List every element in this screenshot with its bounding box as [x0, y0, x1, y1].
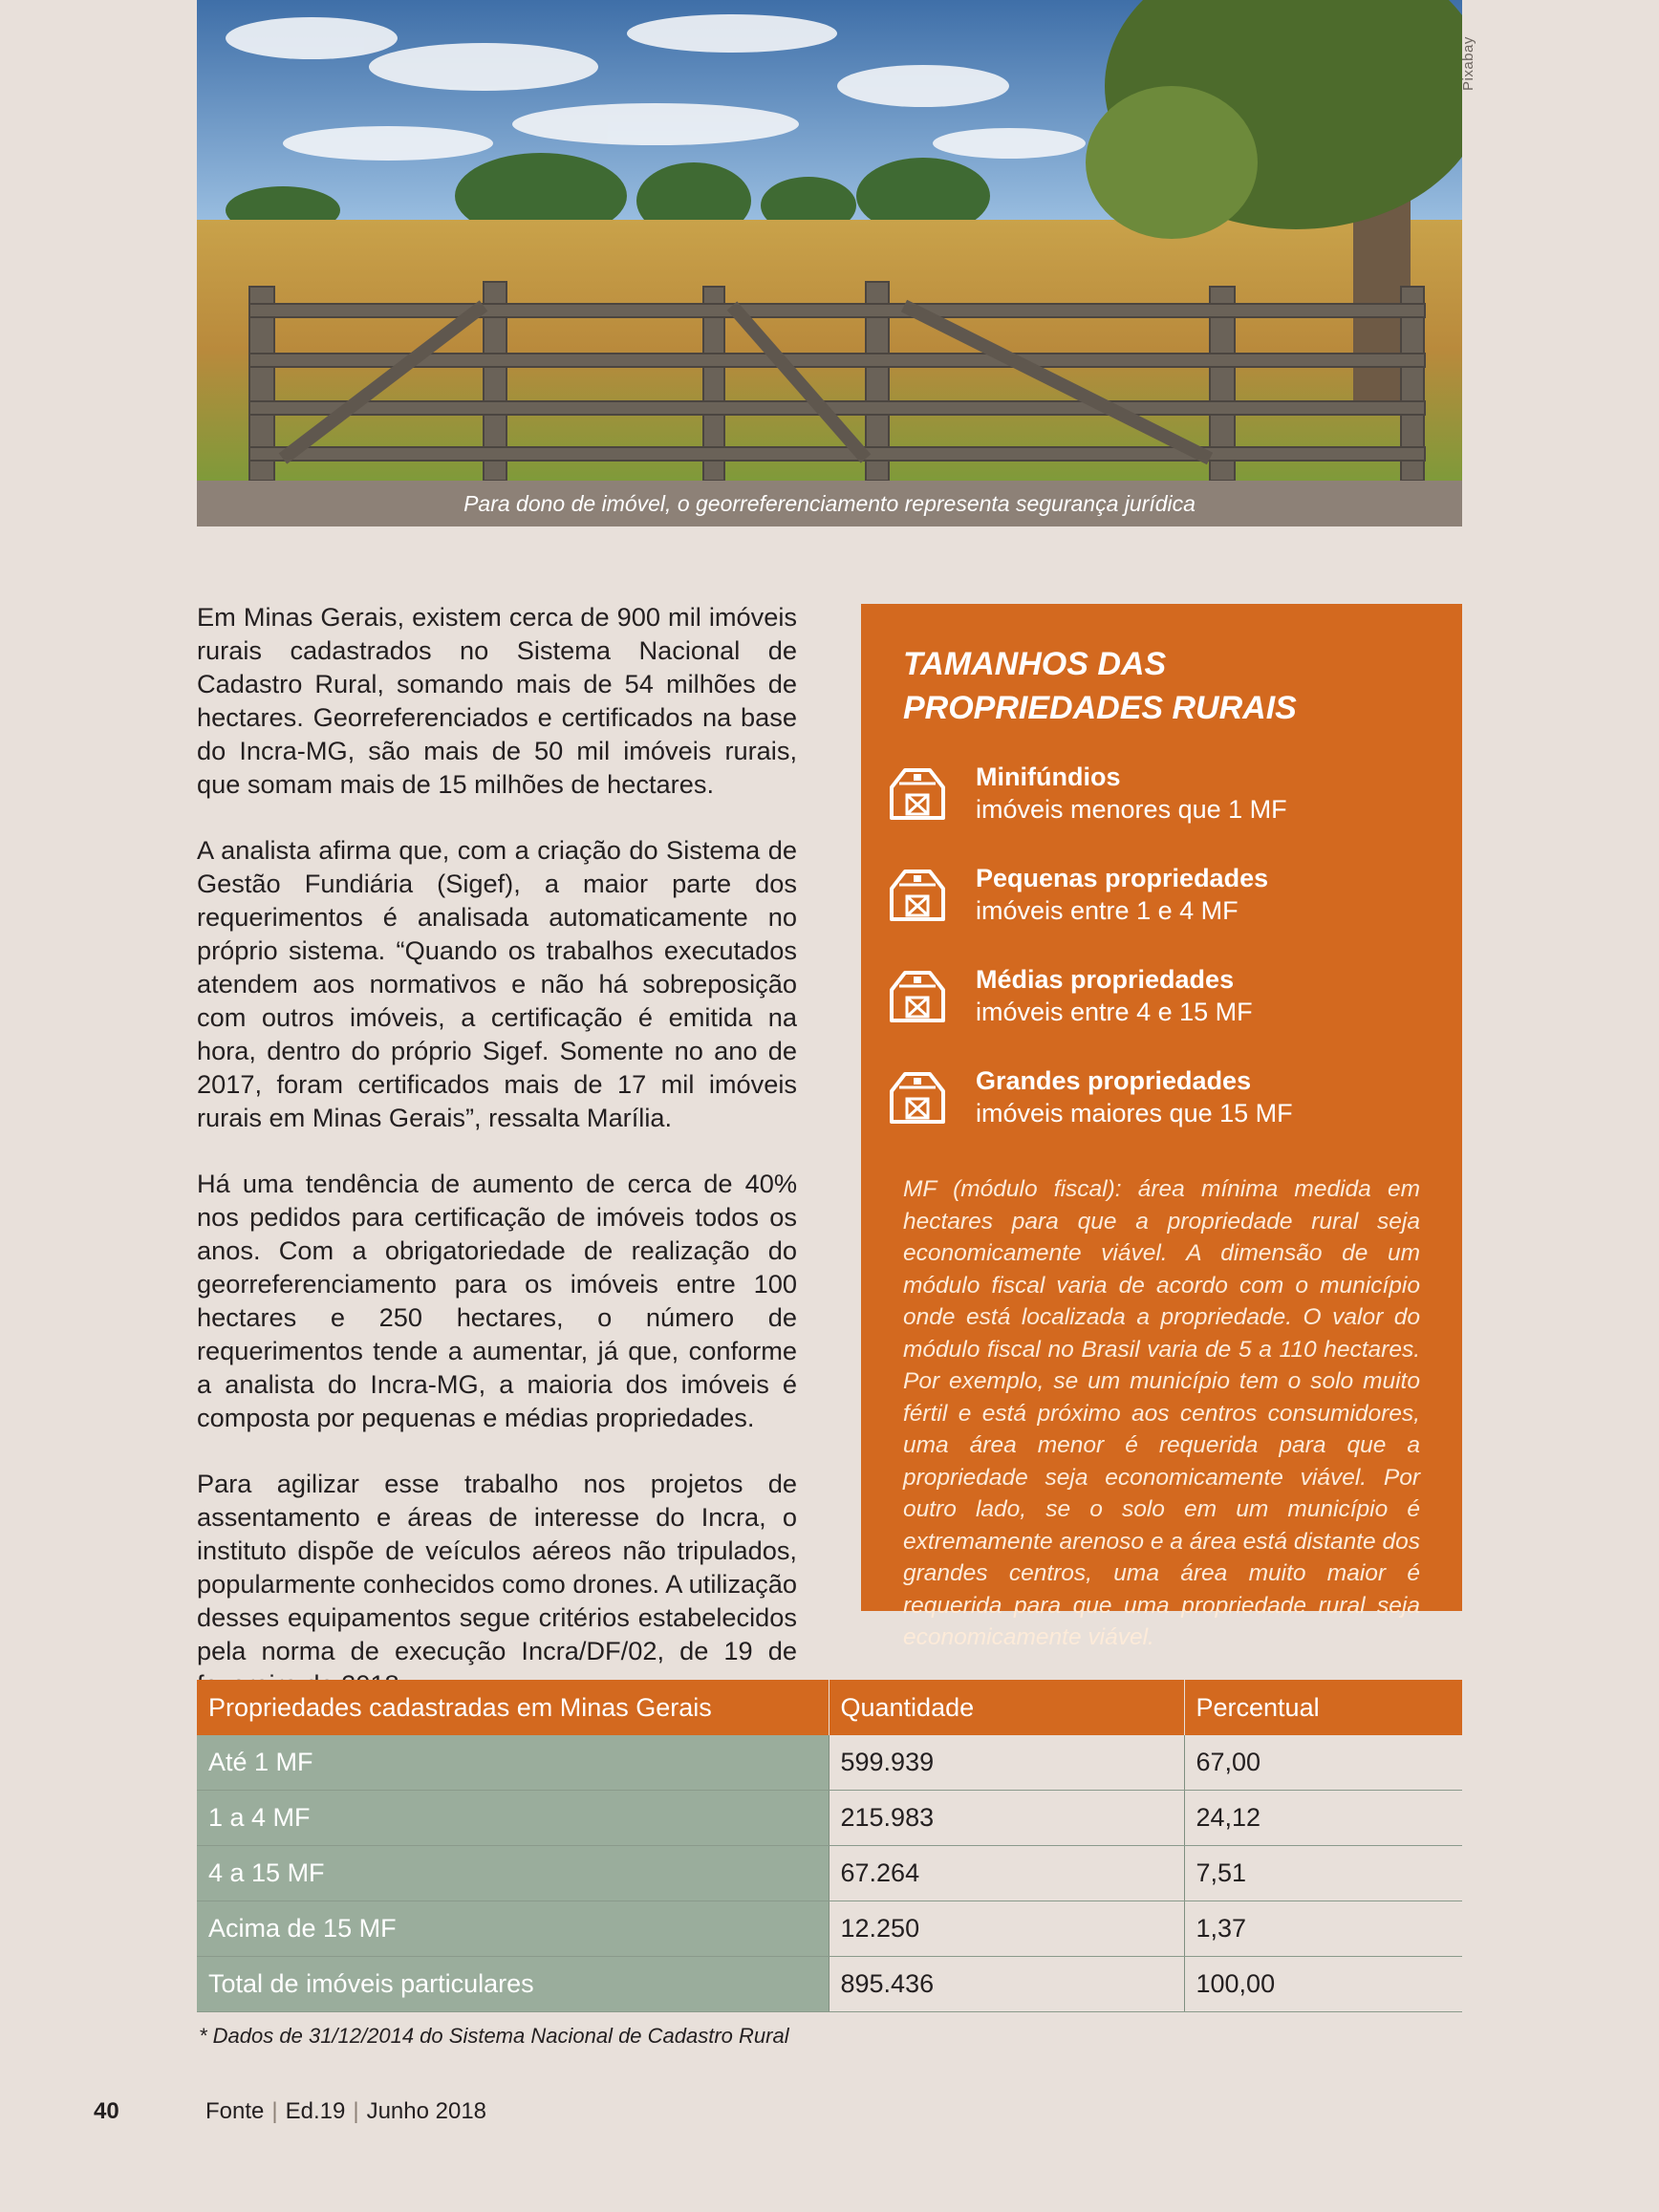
size-name: Pequenas propriedades	[976, 864, 1269, 892]
table-row	[197, 1735, 1462, 1791]
table-row	[197, 1791, 1462, 1846]
table-row-total	[197, 1957, 1462, 2012]
row-label: Acima de 15 MF	[197, 1901, 829, 1957]
article-paragraph: Há uma tendência de aumento de cerca de 40% nos pedidos para certificação de imóveis todos os anos. Com a obrigatoriedade de realização do georreferenciamento para os imóveis entre 100 hectares e 250 hectares, o número de requerimentos tende a aumentar, já que, conforme a analista do Incra-MG, a maioria dos imóveis é composta por pequenas e médias propriedades.	[197, 1169, 797, 1432]
size-item-medias	[903, 963, 1420, 1064]
publication-name: Fonte	[205, 2098, 265, 2124]
size-name: Grandes propriedades	[976, 1066, 1252, 1095]
size-desc: imóveis entre 4 e 15 MF	[976, 998, 1253, 1026]
article-paragraph: Para agilizar esse trabalho nos projetos de assentamento e áreas de interesse do Incra, o instituto dispõe de veículos aéreos não tripulados, popularmente conhecidos como drones. A utilização desses equipamentos segue critérios estabelecidos pela norma de execução Incra/DF/02, de 19 de	[197, 1469, 797, 1665]
row-label: Até 1 MF	[197, 1735, 829, 1791]
row-label: 1 a 4 MF	[197, 1791, 829, 1846]
quantity-cell: 12.250	[829, 1901, 1184, 1957]
column-header: Percentual	[1184, 1680, 1462, 1735]
article-paragraph: Em Minas Gerais, existem cerca de 900 mil imóveis rurais cadastrados no Sistema Nacional de Cadastro Rural, somando mais de 54 milhões de hectares. Georreferenciados e certificados na base do Incra-MG, são mais de 50 mil imóveis rurais, que somam mais de 15 milhões de hectares.	[197, 602, 797, 799]
size-desc: imóveis entre 1 e 4 MF	[976, 896, 1239, 925]
publication-footer	[205, 2098, 486, 2125]
quantity-cell: 895.436	[829, 1957, 1184, 2012]
property-sizes-sidebar	[861, 604, 1462, 1650]
page-number: 40	[94, 2098, 119, 2124]
size-item-pequenas	[903, 862, 1420, 963]
row-label: Total de imóveis particulares	[197, 1957, 829, 2012]
sidebar-title-line-2: PROPRIEDADES RURAIS	[903, 690, 1297, 726]
size-name: Médias propriedades	[976, 965, 1235, 994]
hero-photo	[197, 0, 1462, 481]
table-header-row	[197, 1680, 1462, 1735]
row-label: 4 a 15 MF	[197, 1846, 829, 1901]
quantity-cell: 215.983	[829, 1791, 1184, 1846]
size-desc: imóveis maiores que 15 MF	[976, 1099, 1293, 1127]
table-footnote: * Dados de 31/12/2014 do Sistema Nacional de Cadastro Rural	[199, 2024, 789, 2048]
article-paragraph: A analista afirma que, com a criação do Sistema de Gestão Fundiária (Sigef), a maior parte dos requerimentos é analisada automaticamente no próprio sistema. “Quando os trabalhos executados atendem aos normativos e não há sobreposição com outros imóveis, a certificação é emitida na hora, dentro do próprio Sigef. Somente no ano de 2017, foram certificados mais de 17 mil imóveis rurais em Minas Gerais”, ressalta Marília.	[197, 835, 797, 1132]
percent-cell: 1,37	[1184, 1901, 1462, 1957]
module-fiscal-note: MF (módulo fiscal): área mínima medida em hectares para que a propriedade rural seja economicamente viável. A dimensão de um módulo fiscal varia de acordo com o município onde está localizada a propriedade. O valor do módulo fiscal no Brasil varia de 5 a 110 hectares. Por exemplo, se um município tem o solo muito fértil e está próximo aos centros consumidores, uma área menor é requerida para que a propriedade seja economicamente viável. Por outro lado, se o solo em um município é extremamente arenoso e a área está distante dos grandes centros, uma área muito maior é requerida para que uma propriedade rural seja economicamente viável.	[903, 1176, 1420, 1650]
column-header: Propriedades cadastradas em Minas Gerais	[197, 1680, 829, 1735]
farm-fence-image	[197, 0, 1462, 481]
percent-cell: 100,00	[1184, 1957, 1462, 2012]
barn-icon	[886, 762, 949, 822]
edition: Ed.19	[285, 2098, 346, 2124]
size-item-minifundios	[903, 761, 1420, 862]
barn-icon	[886, 1066, 949, 1126]
sidebar-title-line-1: TAMANHOS DAS	[903, 646, 1167, 682]
size-desc: imóveis menores que 1 MF	[976, 795, 1287, 824]
properties-table	[197, 1680, 1462, 2012]
sidebar-title	[903, 642, 1420, 730]
percent-cell: 67,00	[1184, 1735, 1462, 1791]
photo-credit: Pixabay	[1460, 36, 1476, 91]
barn-icon	[886, 965, 949, 1024]
barn-icon	[886, 864, 949, 923]
percent-cell: 24,12	[1184, 1791, 1462, 1846]
table-row	[197, 1901, 1462, 1957]
footer-separator: |	[271, 2098, 278, 2124]
article-body	[197, 600, 797, 1733]
size-item-grandes	[903, 1064, 1420, 1166]
percent-cell: 7,51	[1184, 1846, 1462, 1901]
table-row	[197, 1846, 1462, 1901]
quantity-cell: 599.939	[829, 1735, 1184, 1791]
photo-caption: Para dono de imóvel, o georreferenciamento representa segurança jurídica	[197, 481, 1462, 526]
issue-date: Junho 2018	[366, 2098, 487, 2124]
quantity-cell: 67.264	[829, 1846, 1184, 1901]
footer-separator: |	[353, 2098, 359, 2124]
size-name: Minifúndios	[976, 762, 1121, 791]
column-header: Quantidade	[829, 1680, 1184, 1735]
